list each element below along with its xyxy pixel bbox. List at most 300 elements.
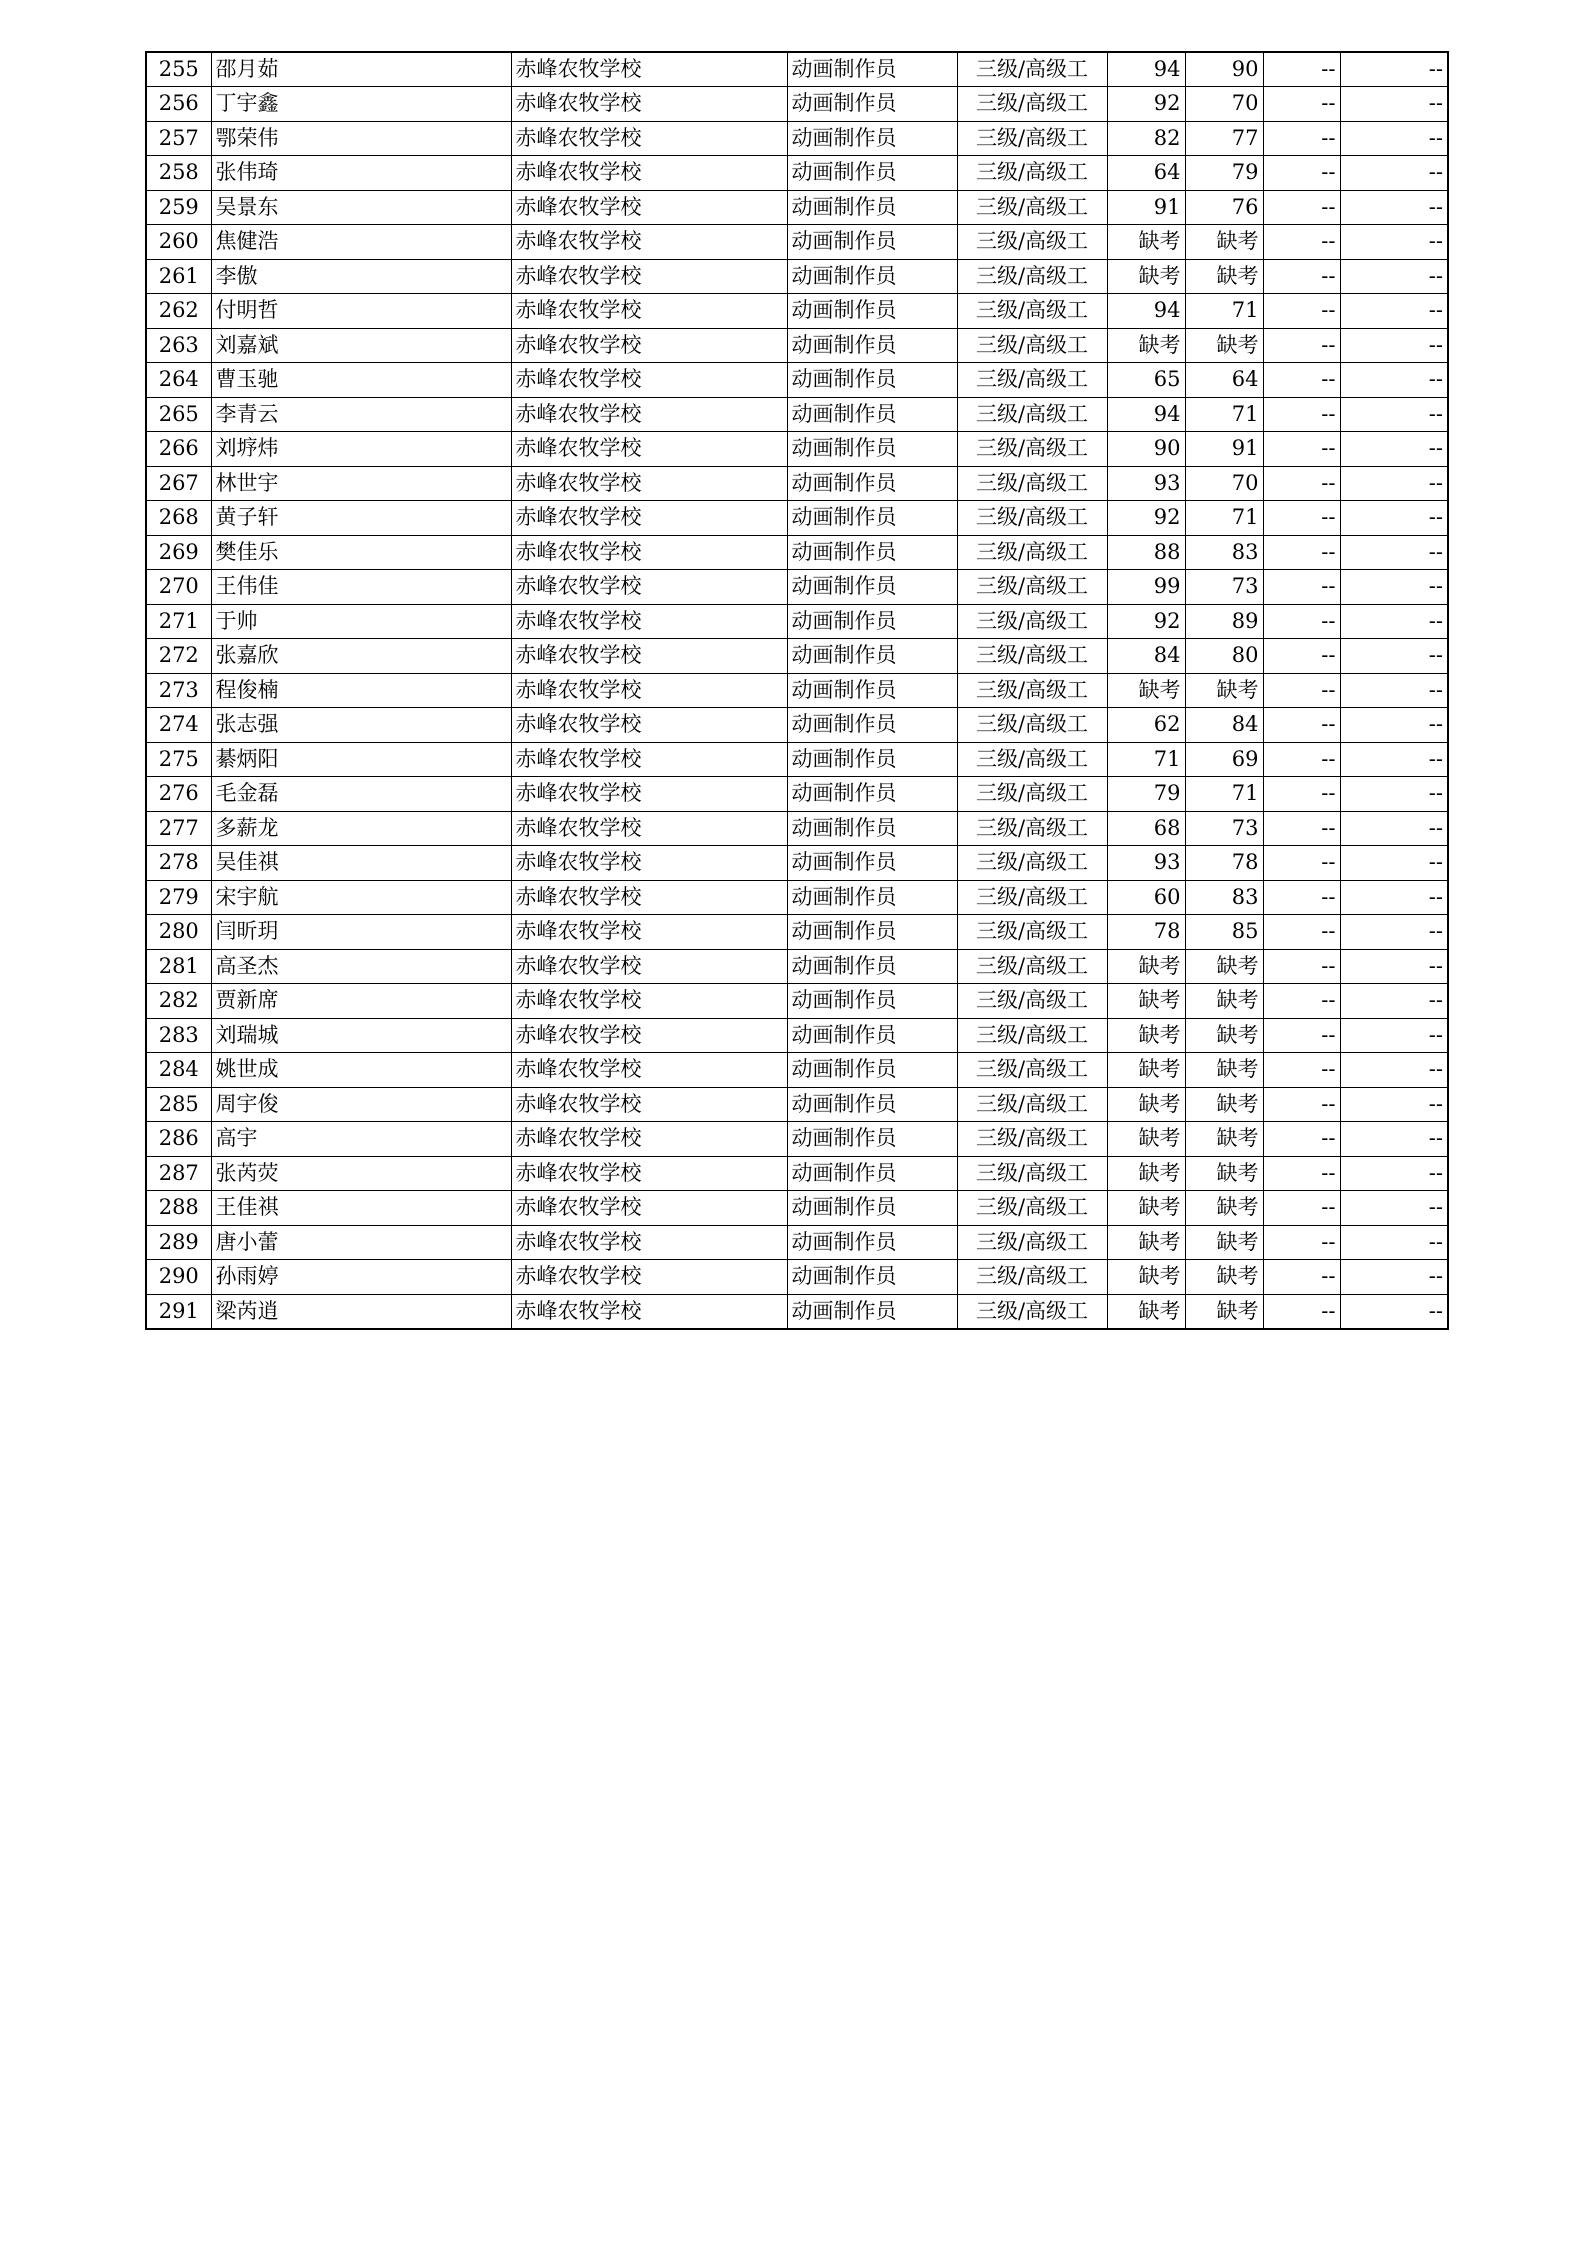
practical-score-cell: 缺考	[1185, 1018, 1263, 1053]
name-cell: 张芮荧	[211, 1156, 511, 1191]
table-row	[146, 363, 1448, 398]
table-row	[146, 225, 1448, 260]
result-cell-2: --	[1340, 915, 1448, 950]
result-cell-2: --	[1340, 949, 1448, 984]
school-cell: 赤峰农牧学校	[511, 1225, 787, 1260]
result-cell-2: --	[1340, 1122, 1448, 1157]
table-row	[146, 52, 1448, 87]
theory-score-cell: 93	[1107, 466, 1185, 501]
level-cell: 三级/高级工	[957, 1191, 1107, 1226]
seq-cell: 257	[146, 121, 211, 156]
occupation-cell: 动画制作员	[787, 466, 957, 501]
result-cell-1: --	[1263, 1260, 1340, 1295]
occupation-cell: 动画制作员	[787, 121, 957, 156]
level-cell: 三级/高级工	[957, 708, 1107, 743]
level-cell: 三级/高级工	[957, 915, 1107, 950]
seq-cell: 275	[146, 742, 211, 777]
school-cell: 赤峰农牧学校	[511, 52, 787, 87]
result-cell-1: --	[1263, 363, 1340, 398]
seq-cell: 289	[146, 1225, 211, 1260]
theory-score-cell: 缺考	[1107, 1260, 1185, 1295]
practical-score-cell: 缺考	[1185, 1156, 1263, 1191]
theory-score-cell: 60	[1107, 880, 1185, 915]
seq-cell: 260	[146, 225, 211, 260]
occupation-cell: 动画制作员	[787, 1225, 957, 1260]
table-row	[146, 466, 1448, 501]
theory-score-cell: 99	[1107, 570, 1185, 605]
practical-score-cell: 70	[1185, 87, 1263, 122]
occupation-cell: 动画制作员	[787, 742, 957, 777]
table-row	[146, 1053, 1448, 1088]
occupation-cell: 动画制作员	[787, 156, 957, 191]
theory-score-cell: 缺考	[1107, 1156, 1185, 1191]
level-cell: 三级/高级工	[957, 501, 1107, 536]
seq-cell: 268	[146, 501, 211, 536]
table-row	[146, 87, 1448, 122]
school-cell: 赤峰农牧学校	[511, 880, 787, 915]
school-cell: 赤峰农牧学校	[511, 915, 787, 950]
table-row	[146, 639, 1448, 674]
school-cell: 赤峰农牧学校	[511, 259, 787, 294]
school-cell: 赤峰农牧学校	[511, 190, 787, 225]
name-cell: 毛金磊	[211, 777, 511, 812]
occupation-cell: 动画制作员	[787, 639, 957, 674]
name-cell: 张伟琦	[211, 156, 511, 191]
name-cell: 贾新席	[211, 984, 511, 1019]
name-cell: 张嘉欣	[211, 639, 511, 674]
name-cell: 綦炳阳	[211, 742, 511, 777]
school-cell: 赤峰农牧学校	[511, 984, 787, 1019]
school-cell: 赤峰农牧学校	[511, 1018, 787, 1053]
seq-cell: 273	[146, 673, 211, 708]
level-cell: 三级/高级工	[957, 1294, 1107, 1329]
result-cell-2: --	[1340, 1294, 1448, 1329]
result-cell-1: --	[1263, 1053, 1340, 1088]
practical-score-cell: 缺考	[1185, 949, 1263, 984]
seq-cell: 284	[146, 1053, 211, 1088]
table-row	[146, 432, 1448, 467]
table-row	[146, 501, 1448, 536]
occupation-cell: 动画制作员	[787, 1191, 957, 1226]
practical-score-cell: 缺考	[1185, 328, 1263, 363]
result-cell-1: --	[1263, 1294, 1340, 1329]
occupation-cell: 动画制作员	[787, 1018, 957, 1053]
occupation-cell: 动画制作员	[787, 1087, 957, 1122]
level-cell: 三级/高级工	[957, 949, 1107, 984]
occupation-cell: 动画制作员	[787, 52, 957, 87]
table-row	[146, 1191, 1448, 1226]
level-cell: 三级/高级工	[957, 52, 1107, 87]
table-row	[146, 1260, 1448, 1295]
seq-cell: 270	[146, 570, 211, 605]
level-cell: 三级/高级工	[957, 639, 1107, 674]
result-cell-2: --	[1340, 673, 1448, 708]
table-row	[146, 880, 1448, 915]
table-row	[146, 1087, 1448, 1122]
level-cell: 三级/高级工	[957, 466, 1107, 501]
seq-cell: 286	[146, 1122, 211, 1157]
name-cell: 张志强	[211, 708, 511, 743]
school-cell: 赤峰农牧学校	[511, 949, 787, 984]
theory-score-cell: 94	[1107, 52, 1185, 87]
level-cell: 三级/高级工	[957, 673, 1107, 708]
table-row	[146, 570, 1448, 605]
practical-score-cell: 缺考	[1185, 1260, 1263, 1295]
practical-score-cell: 64	[1185, 363, 1263, 398]
result-cell-1: --	[1263, 1225, 1340, 1260]
occupation-cell: 动画制作员	[787, 570, 957, 605]
theory-score-cell: 94	[1107, 294, 1185, 329]
result-cell-1: --	[1263, 432, 1340, 467]
practical-score-cell: 83	[1185, 535, 1263, 570]
practical-score-cell: 缺考	[1185, 1191, 1263, 1226]
school-cell: 赤峰农牧学校	[511, 846, 787, 881]
level-cell: 三级/高级工	[957, 87, 1107, 122]
result-cell-1: --	[1263, 1018, 1340, 1053]
result-cell-2: --	[1340, 466, 1448, 501]
result-cell-2: --	[1340, 1053, 1448, 1088]
seq-cell: 279	[146, 880, 211, 915]
table-row	[146, 742, 1448, 777]
name-cell: 周宇俊	[211, 1087, 511, 1122]
result-cell-2: --	[1340, 639, 1448, 674]
level-cell: 三级/高级工	[957, 156, 1107, 191]
result-cell-2: --	[1340, 535, 1448, 570]
seq-cell: 263	[146, 328, 211, 363]
result-cell-1: --	[1263, 1156, 1340, 1191]
seq-cell: 282	[146, 984, 211, 1019]
result-cell-1: --	[1263, 190, 1340, 225]
result-cell-1: --	[1263, 225, 1340, 260]
table-row	[146, 397, 1448, 432]
result-cell-2: --	[1340, 777, 1448, 812]
theory-score-cell: 缺考	[1107, 1053, 1185, 1088]
level-cell: 三级/高级工	[957, 1260, 1107, 1295]
seq-cell: 271	[146, 604, 211, 639]
result-cell-2: --	[1340, 604, 1448, 639]
occupation-cell: 动画制作员	[787, 259, 957, 294]
result-cell-2: --	[1340, 432, 1448, 467]
school-cell: 赤峰农牧学校	[511, 1053, 787, 1088]
occupation-cell: 动画制作员	[787, 777, 957, 812]
occupation-cell: 动画制作员	[787, 397, 957, 432]
level-cell: 三级/高级工	[957, 1087, 1107, 1122]
practical-score-cell: 73	[1185, 570, 1263, 605]
seq-cell: 280	[146, 915, 211, 950]
occupation-cell: 动画制作员	[787, 1260, 957, 1295]
result-cell-1: --	[1263, 1122, 1340, 1157]
level-cell: 三级/高级工	[957, 1225, 1107, 1260]
level-cell: 三级/高级工	[957, 259, 1107, 294]
theory-score-cell: 缺考	[1107, 1294, 1185, 1329]
table-row	[146, 535, 1448, 570]
result-cell-2: --	[1340, 1260, 1448, 1295]
result-cell-1: --	[1263, 570, 1340, 605]
name-cell: 高圣杰	[211, 949, 511, 984]
level-cell: 三级/高级工	[957, 604, 1107, 639]
name-cell: 闫昕玥	[211, 915, 511, 950]
level-cell: 三级/高级工	[957, 397, 1107, 432]
result-cell-1: --	[1263, 501, 1340, 536]
practical-score-cell: 71	[1185, 501, 1263, 536]
name-cell: 刘垿炜	[211, 432, 511, 467]
school-cell: 赤峰农牧学校	[511, 294, 787, 329]
table-row	[146, 915, 1448, 950]
occupation-cell: 动画制作员	[787, 846, 957, 881]
result-cell-2: --	[1340, 397, 1448, 432]
name-cell: 林世宇	[211, 466, 511, 501]
seq-cell: 266	[146, 432, 211, 467]
result-cell-2: --	[1340, 363, 1448, 398]
school-cell: 赤峰农牧学校	[511, 156, 787, 191]
seq-cell: 277	[146, 811, 211, 846]
seq-cell: 288	[146, 1191, 211, 1226]
level-cell: 三级/高级工	[957, 811, 1107, 846]
name-cell: 唐小蕾	[211, 1225, 511, 1260]
name-cell: 邵月茹	[211, 52, 511, 87]
level-cell: 三级/高级工	[957, 121, 1107, 156]
occupation-cell: 动画制作员	[787, 432, 957, 467]
level-cell: 三级/高级工	[957, 535, 1107, 570]
school-cell: 赤峰农牧学校	[511, 1087, 787, 1122]
result-cell-2: --	[1340, 294, 1448, 329]
result-cell-1: --	[1263, 1087, 1340, 1122]
name-cell: 付明哲	[211, 294, 511, 329]
result-cell-2: --	[1340, 501, 1448, 536]
level-cell: 三级/高级工	[957, 1122, 1107, 1157]
result-cell-2: --	[1340, 1225, 1448, 1260]
practical-score-cell: 缺考	[1185, 1087, 1263, 1122]
theory-score-cell: 缺考	[1107, 328, 1185, 363]
school-cell: 赤峰农牧学校	[511, 742, 787, 777]
theory-score-cell: 缺考	[1107, 1225, 1185, 1260]
result-cell-2: --	[1340, 156, 1448, 191]
result-cell-1: --	[1263, 328, 1340, 363]
occupation-cell: 动画制作员	[787, 535, 957, 570]
result-cell-1: --	[1263, 87, 1340, 122]
occupation-cell: 动画制作员	[787, 604, 957, 639]
practical-score-cell: 76	[1185, 190, 1263, 225]
level-cell: 三级/高级工	[957, 570, 1107, 605]
school-cell: 赤峰农牧学校	[511, 225, 787, 260]
school-cell: 赤峰农牧学校	[511, 570, 787, 605]
school-cell: 赤峰农牧学校	[511, 87, 787, 122]
school-cell: 赤峰农牧学校	[511, 1294, 787, 1329]
occupation-cell: 动画制作员	[787, 915, 957, 950]
seq-cell: 265	[146, 397, 211, 432]
school-cell: 赤峰农牧学校	[511, 328, 787, 363]
school-cell: 赤峰农牧学校	[511, 811, 787, 846]
practical-score-cell: 缺考	[1185, 1225, 1263, 1260]
result-cell-1: --	[1263, 397, 1340, 432]
school-cell: 赤峰农牧学校	[511, 1122, 787, 1157]
theory-score-cell: 65	[1107, 363, 1185, 398]
result-cell-2: --	[1340, 1191, 1448, 1226]
theory-score-cell: 缺考	[1107, 673, 1185, 708]
name-cell: 李青云	[211, 397, 511, 432]
result-cell-1: --	[1263, 604, 1340, 639]
name-cell: 樊佳乐	[211, 535, 511, 570]
seq-cell: 255	[146, 52, 211, 87]
result-cell-1: --	[1263, 156, 1340, 191]
occupation-cell: 动画制作员	[787, 225, 957, 260]
table-row	[146, 777, 1448, 812]
name-cell: 鄂荣伟	[211, 121, 511, 156]
school-cell: 赤峰农牧学校	[511, 639, 787, 674]
score-table	[145, 51, 1449, 1330]
practical-score-cell: 70	[1185, 466, 1263, 501]
school-cell: 赤峰农牧学校	[511, 708, 787, 743]
table-row	[146, 156, 1448, 191]
school-cell: 赤峰农牧学校	[511, 466, 787, 501]
table-row	[146, 673, 1448, 708]
result-cell-2: --	[1340, 87, 1448, 122]
practical-score-cell: 缺考	[1185, 1053, 1263, 1088]
school-cell: 赤峰农牧学校	[511, 535, 787, 570]
result-cell-2: --	[1340, 708, 1448, 743]
school-cell: 赤峰农牧学校	[511, 1260, 787, 1295]
occupation-cell: 动画制作员	[787, 880, 957, 915]
practical-score-cell: 缺考	[1185, 1122, 1263, 1157]
theory-score-cell: 91	[1107, 190, 1185, 225]
practical-score-cell: 71	[1185, 397, 1263, 432]
theory-score-cell: 78	[1107, 915, 1185, 950]
occupation-cell: 动画制作员	[787, 1294, 957, 1329]
result-cell-1: --	[1263, 259, 1340, 294]
school-cell: 赤峰农牧学校	[511, 432, 787, 467]
occupation-cell: 动画制作员	[787, 708, 957, 743]
occupation-cell: 动画制作员	[787, 984, 957, 1019]
seq-cell: 291	[146, 1294, 211, 1329]
result-cell-2: --	[1340, 984, 1448, 1019]
theory-score-cell: 90	[1107, 432, 1185, 467]
theory-score-cell: 缺考	[1107, 259, 1185, 294]
practical-score-cell: 91	[1185, 432, 1263, 467]
name-cell: 焦健浩	[211, 225, 511, 260]
table-row	[146, 1225, 1448, 1260]
level-cell: 三级/高级工	[957, 294, 1107, 329]
result-cell-1: --	[1263, 880, 1340, 915]
theory-score-cell: 92	[1107, 87, 1185, 122]
level-cell: 三级/高级工	[957, 363, 1107, 398]
practical-score-cell: 71	[1185, 294, 1263, 329]
name-cell: 梁芮逍	[211, 1294, 511, 1329]
result-cell-1: --	[1263, 294, 1340, 329]
school-cell: 赤峰农牧学校	[511, 604, 787, 639]
name-cell: 宋宇航	[211, 880, 511, 915]
practical-score-cell: 缺考	[1185, 984, 1263, 1019]
name-cell: 高宇	[211, 1122, 511, 1157]
result-cell-1: --	[1263, 535, 1340, 570]
level-cell: 三级/高级工	[957, 1053, 1107, 1088]
theory-score-cell: 缺考	[1107, 1087, 1185, 1122]
practical-score-cell: 83	[1185, 880, 1263, 915]
occupation-cell: 动画制作员	[787, 1122, 957, 1157]
practical-score-cell: 73	[1185, 811, 1263, 846]
table-row	[146, 846, 1448, 881]
theory-score-cell: 92	[1107, 501, 1185, 536]
result-cell-2: --	[1340, 1018, 1448, 1053]
result-cell-2: --	[1340, 811, 1448, 846]
result-cell-2: --	[1340, 259, 1448, 294]
table-row	[146, 984, 1448, 1019]
level-cell: 三级/高级工	[957, 742, 1107, 777]
level-cell: 三级/高级工	[957, 225, 1107, 260]
result-cell-1: --	[1263, 846, 1340, 881]
result-cell-1: --	[1263, 466, 1340, 501]
table-row	[146, 604, 1448, 639]
result-cell-2: --	[1340, 52, 1448, 87]
school-cell: 赤峰农牧学校	[511, 397, 787, 432]
name-cell: 曹玉驰	[211, 363, 511, 398]
level-cell: 三级/高级工	[957, 1156, 1107, 1191]
theory-score-cell: 缺考	[1107, 1122, 1185, 1157]
name-cell: 丁宇鑫	[211, 87, 511, 122]
result-cell-2: --	[1340, 742, 1448, 777]
practical-score-cell: 77	[1185, 121, 1263, 156]
name-cell: 王伟佳	[211, 570, 511, 605]
seq-cell: 290	[146, 1260, 211, 1295]
occupation-cell: 动画制作员	[787, 1053, 957, 1088]
name-cell: 吴佳祺	[211, 846, 511, 881]
theory-score-cell: 缺考	[1107, 984, 1185, 1019]
theory-score-cell: 92	[1107, 604, 1185, 639]
seq-cell: 269	[146, 535, 211, 570]
occupation-cell: 动画制作员	[787, 328, 957, 363]
seq-cell: 285	[146, 1087, 211, 1122]
seq-cell: 281	[146, 949, 211, 984]
name-cell: 刘瑞城	[211, 1018, 511, 1053]
table-row	[146, 121, 1448, 156]
result-cell-2: --	[1340, 846, 1448, 881]
theory-score-cell: 82	[1107, 121, 1185, 156]
occupation-cell: 动画制作员	[787, 673, 957, 708]
school-cell: 赤峰农牧学校	[511, 1191, 787, 1226]
result-cell-1: --	[1263, 742, 1340, 777]
name-cell: 吴景东	[211, 190, 511, 225]
result-cell-1: --	[1263, 984, 1340, 1019]
occupation-cell: 动画制作员	[787, 501, 957, 536]
name-cell: 程俊楠	[211, 673, 511, 708]
theory-score-cell: 缺考	[1107, 225, 1185, 260]
seq-cell: 274	[146, 708, 211, 743]
level-cell: 三级/高级工	[957, 190, 1107, 225]
name-cell: 刘嘉斌	[211, 328, 511, 363]
theory-score-cell: 93	[1107, 846, 1185, 881]
occupation-cell: 动画制作员	[787, 190, 957, 225]
name-cell: 孙雨婷	[211, 1260, 511, 1295]
school-cell: 赤峰农牧学校	[511, 363, 787, 398]
result-cell-2: --	[1340, 190, 1448, 225]
school-cell: 赤峰农牧学校	[511, 777, 787, 812]
seq-cell: 287	[146, 1156, 211, 1191]
result-cell-1: --	[1263, 708, 1340, 743]
practical-score-cell: 缺考	[1185, 225, 1263, 260]
table-row	[146, 190, 1448, 225]
practical-score-cell: 79	[1185, 156, 1263, 191]
result-cell-1: --	[1263, 1191, 1340, 1226]
table-row	[146, 1018, 1448, 1053]
result-cell-1: --	[1263, 811, 1340, 846]
result-cell-2: --	[1340, 328, 1448, 363]
level-cell: 三级/高级工	[957, 984, 1107, 1019]
table-row	[146, 949, 1448, 984]
table-row	[146, 1122, 1448, 1157]
result-cell-2: --	[1340, 225, 1448, 260]
seq-cell: 261	[146, 259, 211, 294]
table-row	[146, 328, 1448, 363]
result-cell-2: --	[1340, 1156, 1448, 1191]
